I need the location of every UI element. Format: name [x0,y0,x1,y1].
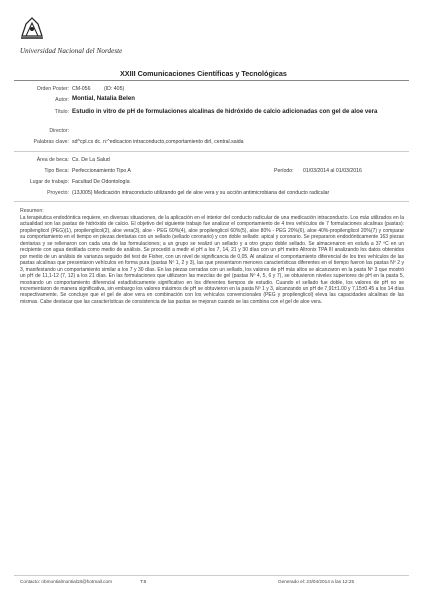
university-logo [18,14,158,66]
titulo-value: Estudio in vitro de pH de formulaciones alcalinas de hidróxido de calcio adicionadas con gel de aloe vera [72,108,378,115]
area-value: Cs. De La Salud [72,157,110,163]
abstract-text: La terapéutica endodóntica requiere, en diversas situaciones, de la aplicación en el interior del conducto radicular de una medicación intraconducto. Los más utilizados en la actualidad son las pastas de hidróxido de calcio. El objetivo del siguiente trabajo fue analizar el comportamiento de 4 tres vehículos de 7 formulaciones alcalinas (pastas): propilenglicol (PEG)(1), propilenglicol(2), aloe vera(3), aloe - PEG 60%(4), aloe propilenglicol 60%(5), aloe 80% - PEG 20%(6), aloe 40%-propilenglicol 20%(7) y comparar su comportamiento en el tiempo en piezas dentarias con un sellado (sellado coronario) y con doble sellado: apical y coronario. Se prepararon endodónticamente 163 piezas dentarias y se rellenaron con cada una de las formulaciones; a un grupo se realizó un sellado y a otro grupo doble sellado. Se almacenaron en estufa a 37 ºC en un recipiente con agua destilada como medio de análisis. Se procedió a medir el pH a los 7, 14, 21 y 30 días con un pH metro Altronix TPA III analizando los datos obtenidos por medio de un análisis de varianza seguido del test de Fisher, con un nivel de significancia de 0,05. Al analizar el comportamiento diferencial de los tres vehículos de las pastas alcalinas que presentaron vehículos en forma pura (pastas Nº 1, 2 y 3), las que presentaron menores características diferentes en el tiempo fueron las pastas Nº 2 y 3, manifestando un comportamiento similar a los 7 y 30 días. En las piezas cerradas con un sellado, los valores de pH más altos se alcanzaron en la pasta Nº 3 que mostró un pH de 11,1-12 (7, 12) a los 21 días. En las formulaciones que utilizaron las mezclas de gel (pastas Nº 4, 5, 6 y 7), se obtuvieron niveles superiores de pH en la pasta 5, mostrando un comportamiento diferencial estadísticamente significativo en los diferentes tiempos de estudio. Cuando el sellado fue doble, los valores de pH no se incrementaron de manera significativa, sin embargo los valores máximos de pH se obtuvieron en la pasta Nº 1 y 3, alcanzando un pH de 7,91±1.00 y 7,15±0.45 a los 14 días respectivamente. Se concluye que el gel de aloe vera en combinación con los vehículos convencionales (PEG y propilenglicol) eleva las capacidades alcalinas de las mismas. Cabe destacar que las características de consistencia de las pastas se mejoran cuando se las combina con el gel de aloe vera. [20,215,404,305]
autor-value: Montial, Natalia Belen [72,95,135,102]
proyecto-label: Proyecto: [47,190,69,196]
lugar-value: Facultad De Odontología [72,179,130,185]
footer-divider [14,575,409,576]
footer-generated: Generado el: 23/04/2014 a las 12:25 [278,579,355,584]
periodo-value: 01/03/2014 al 01/03/2016 [303,168,362,174]
university-crest-icon [18,14,46,42]
top-divider [14,80,409,81]
mid-divider [14,151,409,152]
footer-contact: Contacto: nbmontialmontial18@hotmail.com [20,579,113,584]
palabras-value: sd^cpl.cs dc. n:^edicacion intraconducto,comportamiento dirl, central.saida [72,139,244,145]
tipo-label: Tipo Beca: [44,168,69,174]
orden-label: Orden Poster: [36,86,69,92]
orden-value: CM-056 [72,86,91,92]
periodo-label: Período: [274,168,294,174]
titulo-label: Título: [54,109,69,115]
university-name: Universidad Nacional del Nordeste [20,47,123,55]
director-label: Director: [49,128,69,134]
orden-id: (ID: 405) [104,86,125,92]
area-label: Área de beca: [36,157,69,163]
palabras-label: Palabras clave: [33,139,69,145]
conference-title: XXIII Comunicaciones Científicas y Tecnológicas [120,69,287,78]
resumen-label: Resumen: [20,208,44,214]
autor-label: Autor: [55,97,69,103]
proyecto-value: (13J005) Medicación intraconducto utilizando gel de aloe vera y su acción antimicrobiana del conducto radicular [72,190,330,196]
lugar-label: Lugar de trabajo: [29,179,69,185]
tipo-value: Perfeccionamiento Tipo A [72,168,131,174]
section-divider [14,201,409,202]
footer-code: T:8 [140,579,147,584]
